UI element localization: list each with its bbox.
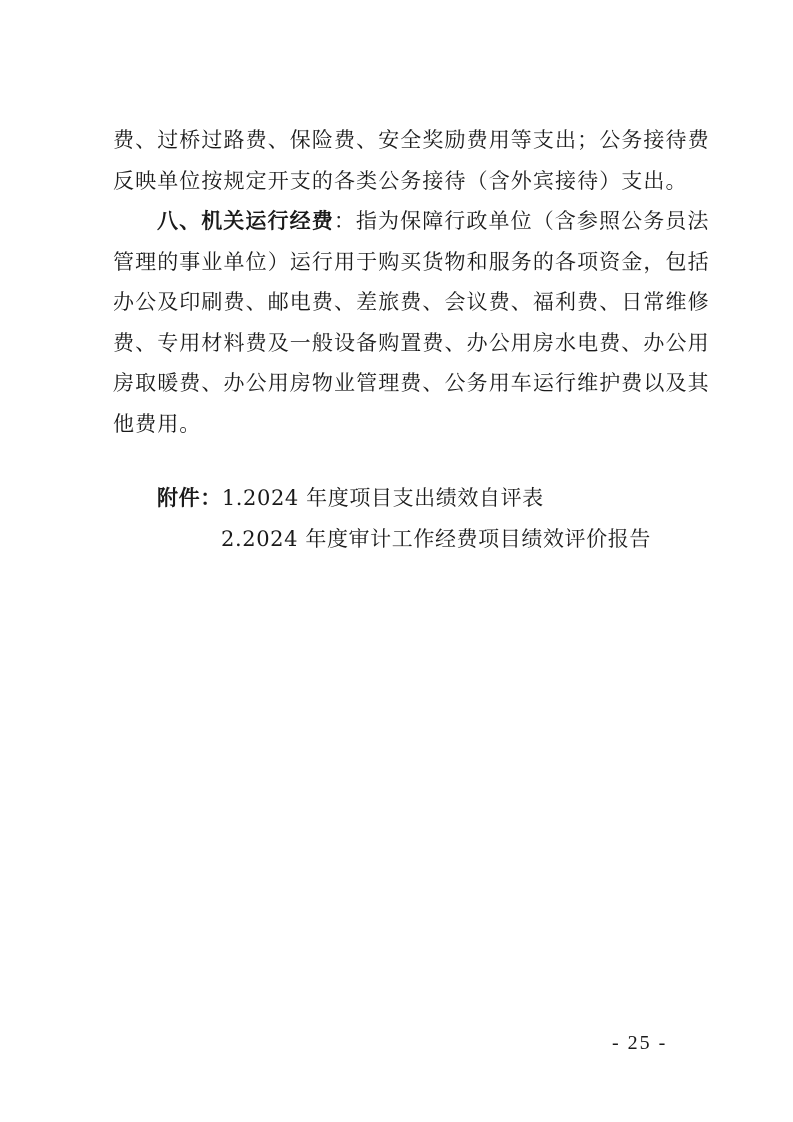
attachments-label: 附件： <box>157 486 222 510</box>
page-number: - 25 - <box>612 1032 668 1054</box>
paragraph-line: 管理的事业单位）运行用于购买货物和服务的各项资金，包括 <box>113 249 710 274</box>
attachment-item <box>157 478 651 519</box>
body-text <box>113 120 710 444</box>
section-heading: 八、机关运行经费 <box>157 209 334 233</box>
paragraph-line: 他费用。 <box>113 411 202 436</box>
attachment-item <box>157 519 651 560</box>
attachment-title: 2.2024 年度审计工作经费项目绩效评价报告 <box>221 526 651 551</box>
paragraph-line: 房取暖费、办公用房物业管理费、公务用车运行维护费以及其 <box>113 371 710 395</box>
attachments-list <box>157 478 651 559</box>
paragraph-line: 费、专用材料费及一般设备购置费、办公用房水电费、办公用 <box>113 330 710 355</box>
paragraph-line: 反映单位按规定开支的各类公务接待（含外宾接待）支出。 <box>113 168 688 193</box>
attachment-title: 1.2024 年度项目支出绩效自评表 <box>221 486 544 510</box>
section-heading-rest: ：指为保障行政单位（含参照公务员法 <box>333 209 710 233</box>
paragraph-line: 费、过桥过路费、保险费、安全奖励费用等支出；公务接待费 <box>113 128 710 152</box>
paragraph-line: 办公及印刷费、邮电费、差旅费、会议费、福利费、日常维修 <box>113 290 710 314</box>
section-heading-line <box>113 201 710 242</box>
